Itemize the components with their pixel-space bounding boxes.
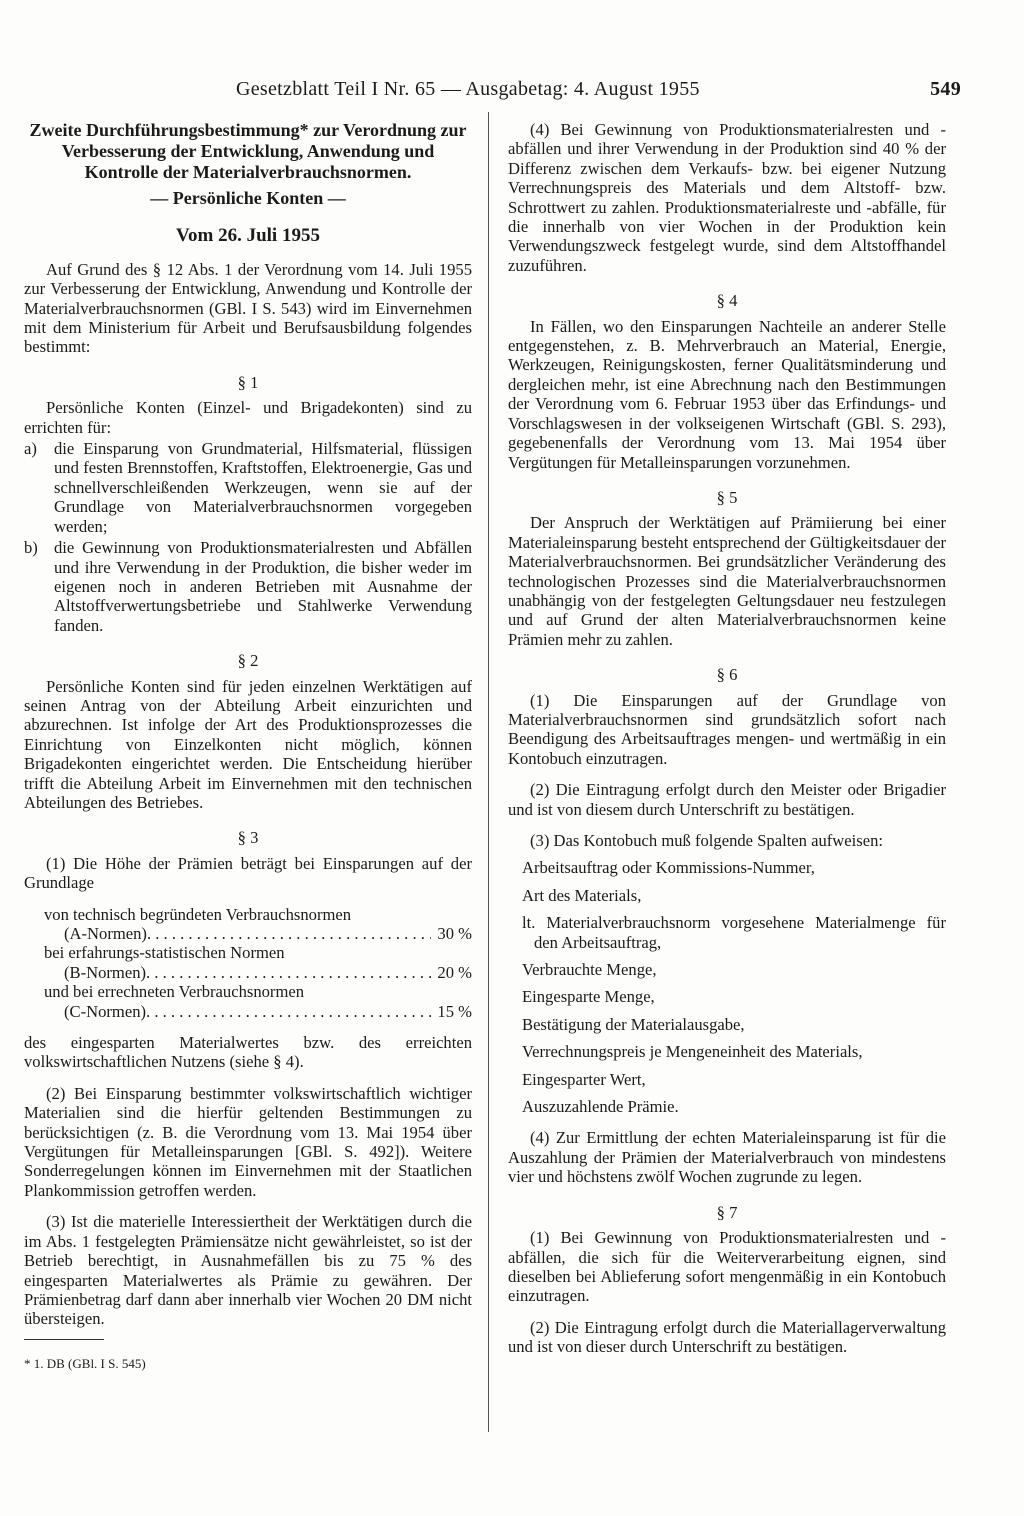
section-5-heading: § 5	[716, 487, 738, 507]
section-4-text: In Fällen, wo den Einsparungen Nachteile an anderer Stelle entgegenstehen, z. B. Mehrverbrauch an Material, Energie, Werkzeugen, Reinigungskosten, ferner Qualitätsminderung und dergleichen mehr, ist eine Abrechnung nach den Bestimmungen der Verordnung vom 6. Februar 1953 über das Erfindungs- und Vorschlagswesen in der volkseigenen Wirtschaft (GBl. S. 293), gegebenenfalls der Verordnung vom 13. Mai 1954 über Vergütungen für Metalleinsparungen vorzunehmen.	[508, 316, 946, 472]
section-2-heading: § 2	[237, 651, 259, 671]
dot-leader	[146, 1002, 431, 1021]
list-item: Arbeitsauftrag oder Kommissions-Nummer,	[522, 858, 815, 878]
list-item: Eingesparter Wert,	[522, 1069, 646, 1089]
norm-rate-b	[44, 943, 472, 982]
section-6-para-1: (1) Die Einsparungen auf der Grundlage von Materialverbrauchsnormen sind grundsätzlich sofort nach Beendigung des Arbeitsauftrages mengen- und wertmäßig in ein Kontobuch einzutragen.	[508, 690, 946, 768]
list-item: Verrechnungspreis je Mengeneinheit des Materials,	[522, 1042, 863, 1062]
section-3-para-1-end: des eingesparten Materialwertes bzw. des erreichten volkswirtschaftlichen Nutzens (siehe § 4).	[24, 1033, 472, 1072]
section-6-para-4: (4) Zur Ermittlung der echten Materialeinsparung ist für die Auszahlung der Prämien der Materialverbrauch von mindestens vier und höchstens zwölf Wochen zugrunde zu legen.	[508, 1128, 946, 1187]
norm-rate-category: (A-Normen)	[64, 924, 147, 943]
document-title: Zweite Durchführungsbestimmung* zur Verordnung zur Verbesserung der Entwicklung, Anwendung und Kontrolle der Materialverbrauchsnormen.	[29, 120, 467, 182]
dot-leader	[146, 963, 431, 982]
section-3-heading: § 3	[237, 828, 259, 848]
item-label: b)	[24, 538, 38, 558]
section-5-text: Der Anspruch der Werktätigen auf Prämiierung bei einer Materialeinsparung besteht entsprechend der Gültigkeitsdauer der Materialverbrauchsnormen. Bei grundsätzlicher Veränderung des technologischen Prozesses sind die Materialverbrauchsnormen unabhängig von der festgelegten Geltungsdauer neu festzulegen und auf Grund der alten Materialverbrauchsnormen keine Prämien mehr zu zahlen.	[508, 513, 946, 649]
footnote-rule	[24, 1339, 104, 1340]
item-label: a)	[24, 439, 37, 459]
list-item: lt. Materialverbrauchsnorm vorgesehene Materialmenge für den Arbeitsauftrag,	[522, 913, 946, 952]
item-text: die Einsparung von Grundmaterial, Hilfsmaterial, flüssigen und festen Brennstoffen, Kraftstoffen, Elektroenergie, Gas und schnellverschleißenden Werkzeugen, wenn sie auf der Grundlage von Materialverbrauchsnormen vorgegeben werden;	[54, 439, 472, 536]
section-3-para-4: (4) Bei Gewinnung von Produktionsmaterialresten und -abfällen und ihrer Verwendung in der Produktion sind 40 % der Differenz zwischen dem Verkaufs- bzw. bei eigener Nutzung Verrechnungspreis des Materials und dem Altstoff- bzw. Schrottwert zu zahlen. Produktionsmaterialreste und -abfälle, für die innerhalb von vier Wochen in der Produktion kein Verwendungszweck festgelegt wurde, sind dem Altstoffhandel zuzuführen.	[508, 120, 946, 275]
section-4-heading: § 4	[716, 291, 738, 311]
norm-rate-label: von technisch begründeten Verbrauchsnormen	[44, 904, 352, 924]
norm-rate-a	[44, 905, 472, 944]
section-3-para-1: (1) Die Höhe der Prämien beträgt bei Einsparungen auf der Grundlage	[24, 853, 472, 893]
norm-rate-label: bei erfahrungs-statistischen Normen	[44, 943, 285, 963]
section-3-para-3: (3) Ist die materielle Interessiertheit der Werktätigen durch die im Abs. 1 festgelegten Prämiensätze nicht gewährleistet, so ist der Betrieb berechtigt, in Ausnahmefällen bis zu 75 % des eingesparten Materialwertes als Prämie zu gewähren. Der Prämienbetrag darf dann aber innerhalb vier Wochen 20 DM nicht übersteigen.	[24, 1212, 472, 1329]
norm-rate-category: (C-Normen)	[64, 1001, 147, 1021]
section-7-heading: § 7	[716, 1202, 738, 1222]
dot-leader	[147, 924, 431, 943]
norm-rate-category: (B-Normen)	[64, 962, 147, 982]
item-text: die Gewinnung von Produktionsmaterialresten und Abfällen und ihre Verwendung in der Produktion, die bisher weder im eigenen noch in anderen Betrieben mit Ausnahme der Altstoffverwertungsbetriebe und Stahlwerke Verwendung fanden.	[54, 538, 472, 635]
preamble: Auf Grund des § 12 Abs. 1 der Verordnung vom 14. Juli 1955 zur Verbesserung der Entwicklung, Anwendung und Kontrolle der Materialverbrauchsnormen (GBl. I S. 543) wird im Einvernehmen mit dem Ministerium für Arbeit und Berufsausbildung folgendes bestimmt:	[24, 259, 472, 357]
section-7-para-1: (1) Bei Gewinnung von Produktionsmaterialresten und -abfällen, die sich für die Weiterverarbeitung eignen, sind dieselben bei Ablieferung sofort mengenmäßig in ein Kontobuch einzutragen.	[508, 1228, 946, 1306]
norm-rate-c	[44, 982, 472, 1021]
kontobuch-column-list	[522, 858, 946, 1116]
norm-rate-percent: 20 %	[437, 962, 472, 982]
list-item: Auszuzahlende Prämie.	[522, 1097, 679, 1117]
column-divider	[488, 112, 489, 1432]
section-6-para-2: (2) Die Eintragung erfolgt durch den Meister oder Brigadier und ist von diesem durch Unterschrift zu bestätigen.	[508, 780, 946, 819]
document-subtitle: — Persönliche Konten —	[150, 188, 346, 208]
page-number: 549	[930, 78, 961, 100]
section-1-item-a	[24, 439, 472, 536]
page-header	[236, 78, 961, 101]
section-1-intro: Persönliche Konten (Einzel- und Brigadekonten) sind zu errichten für:	[24, 398, 472, 437]
section-1-heading: § 1	[237, 372, 259, 392]
left-column	[24, 120, 472, 1373]
section-2-text: Persönliche Konten sind für jeden einzelnen Werktätigen auf seinen Antrag von der Abteilung Arbeit einzurichten und abzurechnen. Ist infolge der Art des Produktionsprozesses die Einrichtung von Einzelkonten nicht möglich, können Brigadekonten eingerichtet werden. Die Entscheidung hierüber trifft die Abteilung Arbeit im Einvernehmen mit den technischen Abteilungen des Betriebes.	[24, 676, 472, 812]
section-7-para-2: (2) Die Eintragung erfolgt durch die Materiallagerverwaltung und ist von dieser durch Unterschrift zu bestätigen.	[508, 1317, 946, 1357]
list-item: Eingesparte Menge,	[522, 987, 655, 1007]
list-item: Bestätigung der Materialausgabe,	[522, 1014, 745, 1034]
norm-rate-label: und bei errechneten Verbrauchsnormen	[44, 982, 305, 1002]
section-6-para-3: (3) Das Kontobuch muß folgende Spalten aufweisen:	[530, 831, 883, 850]
right-column	[508, 120, 946, 1357]
section-1-item-b	[24, 538, 472, 635]
footnote: * 1. DB (GBl. I S. 545)	[24, 1355, 146, 1371]
norm-rate-percent: 30 %	[437, 924, 472, 943]
list-item: Verbrauchte Menge,	[522, 960, 657, 980]
document-date: Vom 26. Juli 1955	[176, 225, 320, 247]
list-item: Art des Materials,	[522, 885, 642, 905]
section-3-para-2: (2) Bei Einsparung bestimmter volkswirtschaftlich wichtiger Materialien sind die hierfür geltenden Bestimmungen zu berücksichtigen (z. B. die Verordnung vom 13. Mai 1954 über Vergütungen für Metalleinsparungen [GBl. S. 492]). Weitere Sonderregelungen können im Einvernehmen mit der Staatlichen Plankommission getroffen werden.	[24, 1083, 472, 1200]
section-6-heading: § 6	[716, 665, 738, 685]
running-title: Gesetzblatt Teil I Nr. 65 — Ausgabetag: 4. August 1955	[236, 78, 700, 100]
norm-rate-percent: 15 %	[437, 1001, 472, 1021]
